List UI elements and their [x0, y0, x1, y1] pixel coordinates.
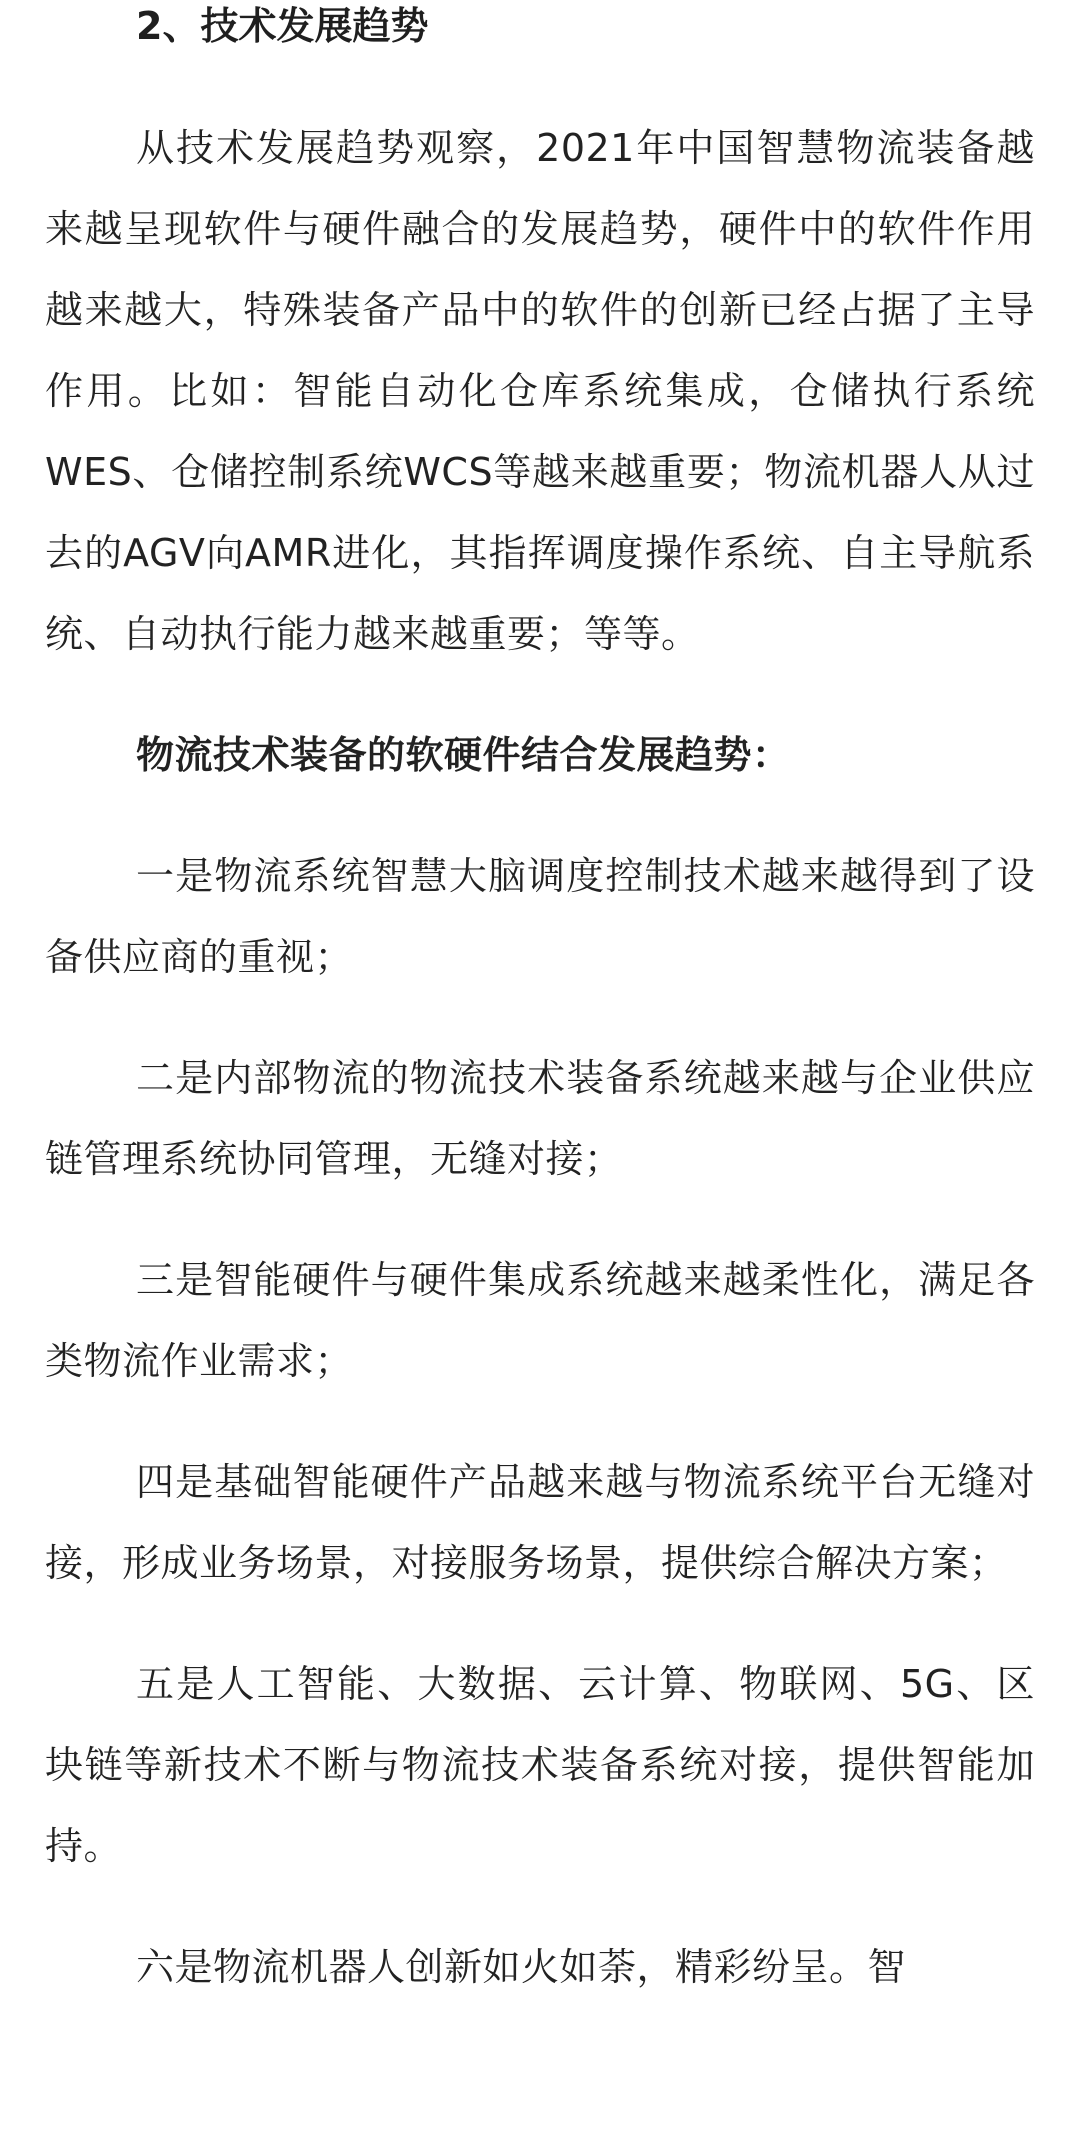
trend-item-1: 一是物流系统智慧大脑调度控制技术越来越得到了设备供应商的重视； — [45, 854, 1035, 979]
trend-item-3: 三是智能硬件与硬件集成系统越来越柔性化，满足各类物流作业需求； — [45, 1258, 1035, 1383]
trend-item-6: 六是物流机器人创新如火如荼，精彩纷呈。智 — [136, 1945, 907, 1989]
section-title: 2、技术发展趋势 — [136, 4, 429, 48]
intro-paragraph: 从技术发展趋势观察，2021年中国智慧物流装备越来越呈现软件与硬件融合的发展趋势，硬件中的软件作用越来越大，特殊装备产品中的软件的创新已经占据了主导作用。比如：智能自动化仓库系统集成，仓储执行系统WES、仓储控制系统WCS等越来越重要；物流机器人从过去的AGV向AMR进化，其指挥调度操作系统、自主导航系统、自动执行能力越来越重要；等等。 — [45, 126, 1035, 656]
trend-item-5: 五是人工智能、大数据、云计算、物联网、5G、区块链等新技术不断与物流技术装备系统对接，提供智能加持。 — [45, 1662, 1035, 1868]
trend-item-2: 二是内部物流的物流技术装备系统越来越与企业供应链管理系统协同管理，无缝对接； — [45, 1056, 1035, 1181]
subheading: 物流技术装备的软硬件结合发展趋势： — [136, 733, 791, 777]
trend-item-4: 四是基础智能硬件产品越来越与物流系统平台无缝对接，形成业务场景，对接服务场景，提供综合解决方案； — [45, 1460, 1035, 1585]
